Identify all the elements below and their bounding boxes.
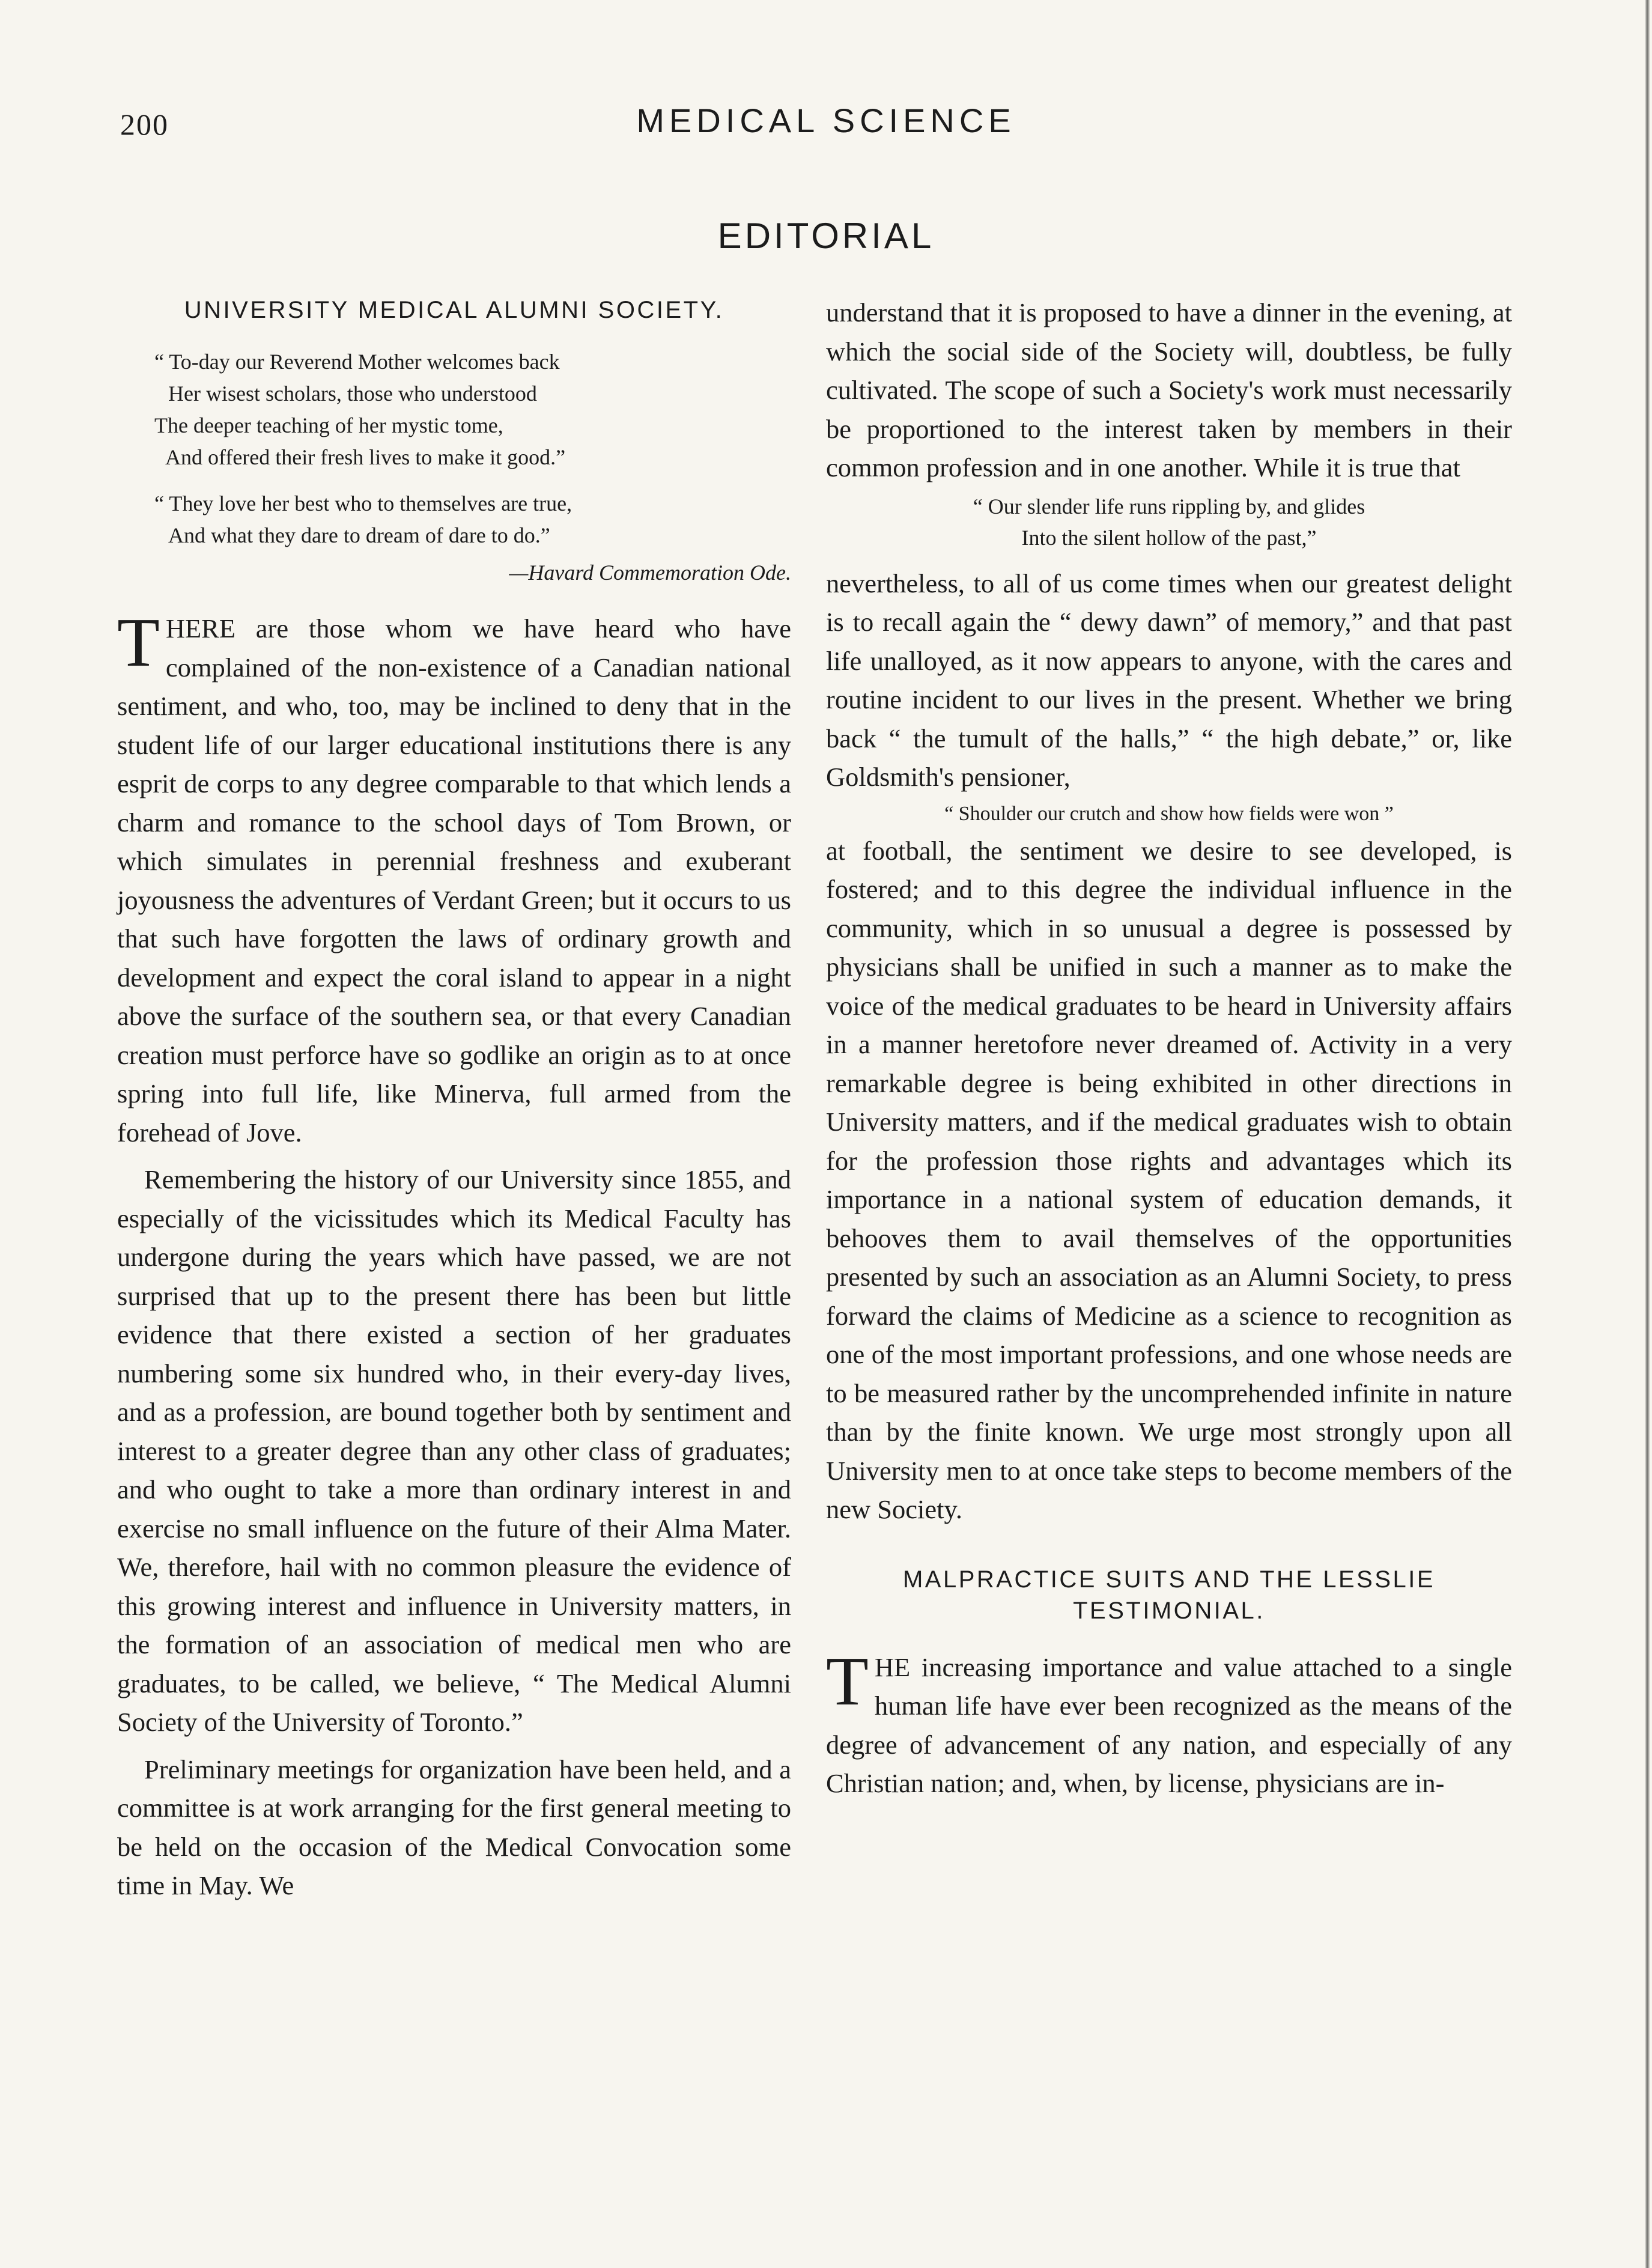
verse-line: The deeper teaching of her mystic tome, xyxy=(154,413,503,437)
page-number: 200 xyxy=(120,108,169,141)
paragraph: at football, the sentiment we desire to see developed, is fostered; and to this degree the individual influence in the community, which in so unusual a degree is possessed by physicians shall be unified in such a manner as to make the voice of the medical graduates to be heard in University affairs in a manner heretofore never dreamed of. Activity in a very remarkable degree is being exhibited in other directions in University matters, and if the medical graduates wish to obtain for the profession those rights and advantages which its importance in a national system of education demands, it behooves them to avail themselves of the opportunities presented by such an association as an Alumni Society, to press forward the claims of Medicine as a science to recognition as one of the most important professions, and one whose needs are to be measured rather by the uncomprehended infinite in nature than by the finite known. We urge most strongly upon all University men to at once take steps to become members of the new Society. xyxy=(826,835,1512,1524)
right-column xyxy=(826,293,1512,1803)
epigraph-stanza-2 xyxy=(117,488,791,552)
paragraph: Preliminary meetings for organization have been held, and a committee is at work arranging for the first general meeting to be held on the occasion of the Medical Convocation some time in May. We xyxy=(117,1754,791,1900)
quote-line: “ Our slender life runs rippling by, and glides xyxy=(973,494,1365,518)
paragraph: understand that it is proposed to have a dinner in the evening, at which the social side of the Society will, doubtless, be fully cultivated. The scope of such a Society's work must necessarily be proportioned to the interest taken by members in their common profession and in one another. While it is true that xyxy=(826,297,1512,482)
epigraph-attribution: —Havard Commemoration Ode. xyxy=(509,561,791,585)
paragraph xyxy=(117,604,791,1152)
running-title: MEDICAL SCIENCE xyxy=(636,102,1016,139)
epigraph-stanza-1 xyxy=(117,346,791,473)
paragraph-text: HERE are those whom we have heard who have complained of the non-existence of a Canadian national sentiment, and who, too, may be inclined to deny that in the student life of our larger educational institutions there is any esprit de corps to any degree comparable to that which lends a charm and romance to the school days of Tom Brown, or which simulates in perennial freshness and exuberant joyousness the adventures of Verdant Green; but it occurs to us that such have forgotten the laws of ordinary growth and development and expect the coral island to appear in a night above the surface of the southern sea, or that every Canadian creation must perforce have so godlike an origin as to at once spring into full life, like Minerva, full armed from the forehead of Jove. xyxy=(117,613,791,1148)
verse-line: And offered their fresh lives to make it good.” xyxy=(165,445,566,469)
paragraph: nevertheless, to all of us come times when our greatest delight is to recall again the “ dewy dawn” of memory,” and that past life unalloyed, as it now appears to anyone, with the cares and routine incident to our lives in the present. Whether we bring back “ the tumult of the halls,” “ the high debate,” or, like Goldsmith's pensioner, xyxy=(826,568,1512,792)
paragraph xyxy=(826,1643,1512,1803)
quote-line: Into the silent hollow of the past,” xyxy=(1021,525,1317,550)
verse-line: And what they dare to dream of dare to do.” xyxy=(168,523,550,547)
verse-line: “ To-day our Reverend Mother welcomes back xyxy=(154,350,560,374)
article-heading: MALPRACTICE SUITS AND THE LESSLIE TESTIMONIAL. xyxy=(902,1566,1436,1624)
drop-cap: T xyxy=(826,1643,869,1720)
left-column xyxy=(117,294,791,1905)
article-heading: UNIVERSITY MEDICAL ALUMNI SOCIETY. xyxy=(184,297,724,323)
section-title: EDITORIAL xyxy=(717,216,935,256)
paragraph-text: HE increasing importance and value attached to a single human life have ever been recognized as the means of the degree of advancement of any nation, and especially of any Christian nation; and, when, by license, physicians are in- xyxy=(826,1652,1512,1798)
verse-line: “ They love her best who to themselves are true, xyxy=(154,491,572,515)
scan-edge-shadow xyxy=(1645,0,1650,2268)
block-quote xyxy=(826,491,1512,553)
drop-cap: T xyxy=(117,604,160,681)
inline-quote: “ Shoulder our crutch and show how fields were won ” xyxy=(944,802,1394,825)
verse-line: Her wisest scholars, those who understood xyxy=(168,382,537,406)
paragraph: Remembering the history of our University since 1855, and especially of the vicissitudes which its Medical Faculty has undergone during the years which have passed, we are not surprised that up to the present there has been but little evidence that there existed a section of her graduates numbering some six hundred who, in their every-day lives, and as a profession, are bound together both by sentiment and interest to a greater degree than any other class of graduates; and who ought to take a more than ordinary interest in and exercise no small influence on the future of their Alma Mater. We, therefore, hail with no common pleasure the evidence of this growing interest and influence in University matters, in the formation of an association of medical men who are graduates, to be called, we believe, “ The Medical Alumni Society of the University of Toronto.” xyxy=(117,1164,791,1737)
